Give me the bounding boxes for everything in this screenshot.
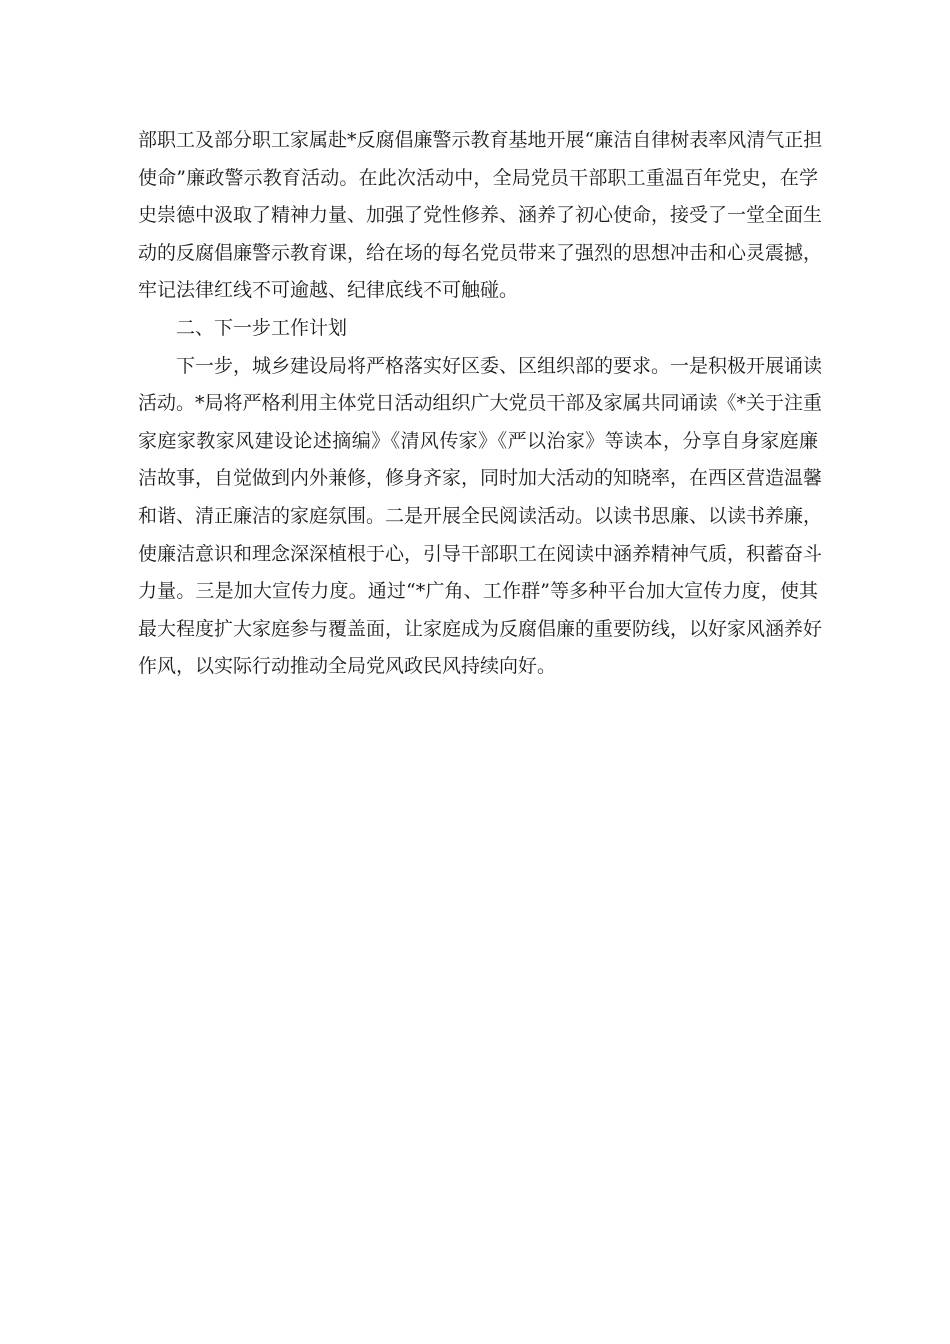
text-line: 家庭家教家风建设论述摘编》《清风传家》《严以治家》等读本，分享自身家庭廉 bbox=[138, 429, 818, 452]
text-line: 洁故事，自觉做到内外兼修，修身齐家，同时加大活动的知晓率，在西区营造温馨 bbox=[138, 467, 823, 490]
section-heading bbox=[138, 310, 818, 348]
text-line: 部职工及部分职工家属赴*反腐倡廉警示教育基地开展“廉洁自律树表率风清气正担 bbox=[138, 129, 823, 151]
text-line: 和谐、清正廉洁的家庭氛围。二是开展全民阅读活动。以读书思廉、以读书养廉， bbox=[138, 504, 823, 527]
text-line: 使命”廉政警示教育活动。在此次活动中，全局党员干部职工重温百年党史，在学 bbox=[138, 166, 818, 189]
paragraph-continued bbox=[138, 122, 823, 310]
text-line: 力量。三是加大宣传力度。通过“*广角、工作群”等多种平台加大宣传力度，使其 bbox=[138, 580, 818, 603]
document-body bbox=[138, 122, 823, 686]
text-line: 下一步，城乡建设局将严格落实好区委、区组织部的要求。一是积极开展诵读 bbox=[176, 354, 823, 377]
text-line: 史崇德中汲取了精神力量、加强了党性修养、涵养了初心使命，接受了一堂全面生 bbox=[138, 204, 823, 227]
paragraph-next-steps bbox=[138, 348, 823, 686]
text-line: 最大程度扩大家庭参与覆盖面，让家庭成为反腐倡廉的重要防线，以好家风涵养好 bbox=[138, 617, 823, 640]
heading-text: 二、下一步工作计划 bbox=[176, 316, 348, 339]
text-line: 牢记法律红线不可逾越、纪律底线不可触碰。 bbox=[138, 279, 519, 302]
text-line: 使廉洁意识和理念深深植根于心，引导干部职工在阅读中涵养精神气质，积蓄奋斗 bbox=[138, 542, 823, 565]
text-line: 动的反腐倡廉警示教育课，给在场的每名党员带来了强烈的思想冲击和心灵震撼， bbox=[138, 241, 823, 264]
text-line: 作风，以实际行动推动全局党风政民风持续向好。 bbox=[138, 655, 557, 678]
text-line: 活动。*局将严格利用主体党日活动组织广大党员干部及家属共同诵读《*关于注重 bbox=[138, 392, 823, 415]
